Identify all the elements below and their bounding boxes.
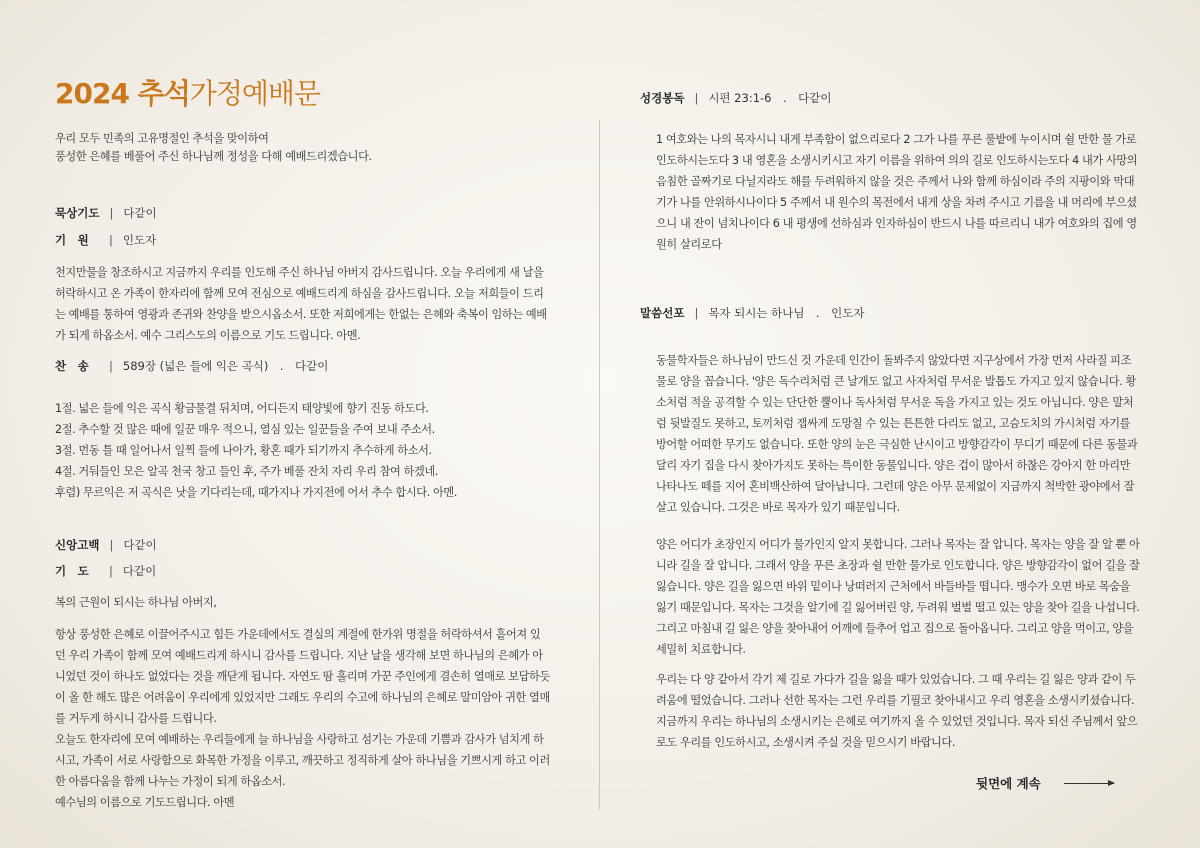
prayer-paragraph-1 (55, 624, 550, 729)
heading-label: 묵상기도 (55, 206, 100, 220)
creed-heading: 신앙고백 | 다같이 (55, 538, 157, 552)
paragraph: 양은 어디가 초장인지 어디가 물가인지 알지 못합니다. 그러나 목자는 잘 압니다. 목자는 양을 잘 알 뿐 아니라 길을 잘 압니다. 그래서 양을 푸른 초장과 쉴 만한 물가로 인도합니다. 양은 방향감각이 없어 길을 잘 잃습니다. 양은 길을 잃으면 바위 밑이나 낭떠러지 근처에서 바들바들 떱니다. 맹수가 오면 바로 목숨을 잃기 때문입니다. 목자는 그것을 알기에 길 잃어버린 양, 두려워 벌벌 떨고 있는 양을 찾아 길을 나섭니다. 그리고 마침내 길 잃은 양을 찾아내어 어깨에 들추어 업고 집으로 돌아옵니다. 그리고 양을 먹이고, 양을 세밀히 치료합니다. (656, 538, 1140, 656)
heading-value: 589장 (넓은 들에 익은 곡식) . 다같이 (122, 359, 329, 373)
scripture-text (656, 129, 1140, 255)
sermon-heading: 말씀선포 | 목자 되시는 하나님 . 인도자 (640, 306, 865, 320)
hymn-verse: 1절. 넓은 들에 익은 곡식 황금물결 뒤치며, 어디든지 태양빛에 향기 진동 하도다. (55, 402, 429, 415)
title-rest: 가정예배문 (189, 77, 321, 110)
paragraph: 복의 근원이 되시는 하나님 아버지, (55, 596, 217, 609)
paragraph: 동물학자들은 하나님이 만드신 것 가운데 인간이 돌봐주지 않았다면 지구상에서 가장 먼저 사라질 피조물로 양을 꼽습니다. '양은 독수리처럼 큰 날개도 없고 사자처럼 무서운 발톱도 가지고 있지 않습니다. 황소처럼 적을 공격할 수 있는 단단한 뿔이나 독사처럼 무서운 독을 가지고 있는 것도 아닙니다. 양은 말처럼 뒷발질도 못하고, 토끼처럼 잽싸게 도망칠 수 있는 튼튼한 다리도 없고, 고슴도치의 가시처럼 자기를 방어할 어떠한 무기도 없습니다. 또한 양의 눈은 극심한 난시이고 방향감각이 무디기 때문에 다른 동물과 달리 자기 집을 다시 찾아가지도 못하는 특이한 동물입니다. 양은 겁이 많아서 하찮은 강아지 한 마리만 나타나도 떼를 지어 혼비백산하여 달아납니다. 그런데 양은 아무 문제없이 지금까지 척박한 광야에서 잘 살고 있습니다. 그것은 바로 목자가 있기 때문입니다. (656, 354, 1138, 514)
heading-label: 찬 송 (55, 359, 89, 373)
heading-value: 다같이 (123, 538, 157, 552)
paragraph: 천지만물을 창조하시고 지금까지 우리를 인도해 주신 하나님 아버지 감사드립니다. 오늘 우리에게 새 날을 허락하시고 온 가족이 한자리에 함께 모여 전심으로 예배드리게 하심을 감사드립니다. 오늘 저희들이 드리는 예배를 통하여 영광과 존귀와 찬양을 받으시옵소서. 또한 저희에게는 한없는 은혜와 축복이 임하는 예배가 되게 하옵소서. 예수 그리스도의 이름으로 기도 드립니다. 아멘. (55, 266, 547, 342)
page-title (55, 72, 320, 112)
column-divider (599, 120, 600, 810)
hymn-verses (55, 398, 550, 503)
paragraph: 항상 풍성한 은혜로 이끌어주시고 힘든 가운데에서도 결실의 계절에 한가위 명절을 허락하셔서 흩어져 있던 우리 가족이 함께 모여 예배드리게 하시니 감사를 드립니다. 지난 날을 생각해 보면 하나님의 은혜가 아니었던 것이 하나도 없었다는 것을 깨닫게 됩니다. 자연도 땀 흘리며 가꾼 주인에게 겸손히 열매로 보답하듯이 올 한 해도 많은 어려움이 우리에게 있었지만 그래도 우리의 수고에 하나님의 은혜로 말미암아 귀한 열매를 거두게 하시니 감사를 드립니다. (55, 628, 550, 725)
hymn-verse: 2절. 추수할 것 많은 때에 일꾼 매우 적으니, 열심 있는 일꾼들을 주여 보내 주소서. (55, 423, 435, 436)
paragraph: 1 여호와는 나의 목자시니 내게 부족함이 없으리로다 2 그가 나를 푸른 풀밭에 누이시며 쉴 만한 물 가로 인도하시는도다 3 내 영혼을 소생시키시고 자기 이름을 위하여 의의 길로 인도하시는도다 4 내가 사망의 음침한 골짜기로 다닐지라도 해를 두려워하지 않을 것은 주께서 나와 함께 하심이라 주의 지팡이와 막대기가 나를 안위하시나이다 5 주께서 내 원수의 목전에서 내게 상을 차려 주시고 기름을 내 머리에 부으셨으니 내 잔이 넘치나이다 6 내 평생에 선하심과 인자하심이 반드시 나를 따르리니 내가 여호와의 집에 영원히 살리로다 (656, 133, 1138, 251)
prayer-paragraph-2 (55, 729, 550, 813)
title-highlight: 2024 추석 (55, 77, 190, 110)
heading-label: 기 도 (55, 564, 89, 578)
intro (55, 128, 550, 167)
hymn-verse: 4절. 거둬들인 모은 알곡 천국 창고 들인 후, 주가 베풀 잔치 자리 우리 참여 하겠네. (55, 465, 438, 478)
hymn-verse: 3절. 먼동 틀 때 일어나서 일찍 들에 나아가, 황혼 때가 되기까지 추수하게 하소서. (55, 444, 432, 457)
heading-value: 시편 23:1-6 . 다같이 (708, 91, 832, 105)
intro-line: 우리 모두 민족의 고유명절인 추석을 맞이하여 (55, 132, 269, 145)
heading-label: 말씀선포 (640, 306, 685, 320)
prayer-address (55, 592, 550, 613)
prayer-heading: 기 도 | 다같이 (55, 564, 157, 578)
continue-label: 뒷면에 계속 (976, 776, 1041, 791)
paragraph: 오늘도 한자리에 모여 예배하는 우리들에게 늘 하나님을 사랑하고 섬기는 가운데 기쁨과 감사가 넘치게 하시고, 가족이 서로 사랑함으로 화목한 가정을 이루고, 깨끗하고 정직하게 살아 하나님을 기쁘시게 하고 이러한 아름다움을 함께 나누는 가정이 되게 하옵소서. (55, 733, 550, 788)
hymn-heading: 찬 송 | 589장 (넓은 들에 익은 곡식) . 다같이 (55, 359, 329, 373)
arrow-right-icon (1064, 783, 1114, 784)
prayer-close: 예수님의 이름으로 기도드립니다. 아멘 (55, 796, 235, 809)
sermon-paragraph-3 (656, 669, 1140, 753)
intro-line: 풍성한 은혜를 베풀어 주신 하나님께 정성을 다해 예배드리겠습니다. (55, 150, 372, 163)
scripture-heading: 성경봉독 | 시편 23:1-6 . 다같이 (640, 91, 832, 105)
invocation-text (55, 262, 550, 346)
heading-value: 다같이 (123, 206, 157, 220)
heading-value: 목자 되시는 하나님 . 인도자 (708, 306, 865, 320)
hymn-verse: 후렴) 무르익은 저 곡식은 낫을 기다리는데, 때가지나 가지전에 어서 추수 합시다. 아멘. (55, 486, 457, 499)
invocation-heading: 기 원 | 인도자 (55, 233, 157, 247)
heading-label: 기 원 (55, 233, 89, 247)
silent-prayer-heading: 묵상기도 | 다같이 (55, 206, 157, 220)
paragraph: 우리는 다 양 같아서 각기 제 길로 가다가 길을 잃을 때가 있었습니다. 그 때 우리는 길 잃은 양과 같이 두려움에 떨었습니다. 그러나 선한 목자는 그런 우리를 기필코 찾아내시고 우리 영혼을 소생시키셨습니다. 지금까지 우리는 하나님의 소생시키는 은혜로 여기까지 올 수 있었던 것입니다. 목자 되신 주님께서 앞으로도 우리를 인도하시고, 소생시켜 주실 것을 믿으시기 바랍니다. (656, 673, 1138, 749)
sermon-paragraph-1 (656, 350, 1140, 518)
heading-value: 다같이 (122, 564, 157, 578)
heading-value: 인도자 (122, 233, 157, 247)
heading-label: 성경봉독 (640, 91, 685, 105)
heading-label: 신앙고백 (55, 538, 100, 552)
sermon-paragraph-2 (656, 534, 1140, 660)
